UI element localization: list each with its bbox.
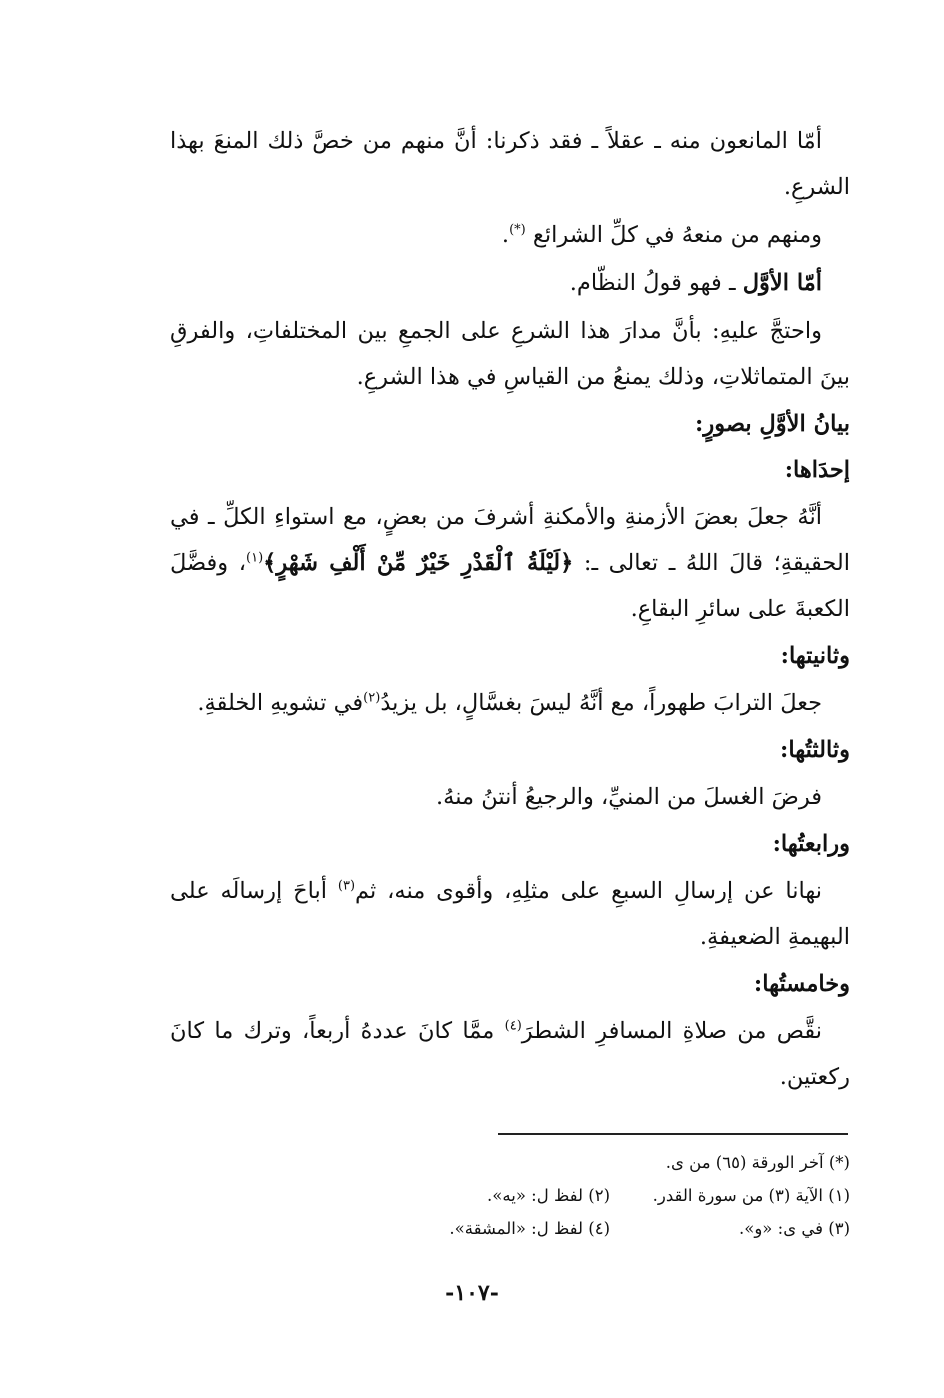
footnote-1: (١) الآية (٣) من سورة القدر. [652,1186,850,1205]
footnote-marker-star: (*) [509,222,526,238]
paragraph-6 [170,680,850,726]
paragraph-3 [170,260,850,306]
paragraph-9-text-b: ممَّا كانَ عددهُ أربعاً، وترك ما كانَ ركعتين. [170,1018,850,1090]
paragraph-8-text-b: أباحَ إرسالَه على البهيمةِ الضعيفةِ. [170,878,850,950]
footnote-marker-3: (٣) [337,878,356,894]
paragraph-4-text: واحتجَّ عليهِ: بأنَّ مدارَ هذا الشرعِ على الجمعِ بين المختلفاتِ، والفرقِ بينَ المتماثلاتِ، وذلك يمنعُ من القياسِ في هذا الشرعِ. [170,318,850,390]
paragraph-3-text: ـ فهو قولُ النظّام. [569,270,743,296]
footnote-row-1-2 [170,1179,850,1212]
page-number: -١٠٧- [445,1280,499,1306]
paragraph-2-text: ومنهم من منعهُ في كلِّ الشرائع [532,222,822,248]
heading-second-case: وثانيتها: [780,643,850,669]
paragraph-5 [170,494,850,632]
paragraph-7-text: فرضَ الغسلَ من المنيِّ، والرجيعُ أنتنُ منهُ. [435,784,822,810]
paragraph-9-text-a: نقَّص من صلاةِ المسافرِ الشطرَ [521,1018,822,1044]
heading-first-case: إحدَاها: [784,457,850,483]
heading-third-case: وثالثتُها: [780,737,850,763]
heading-fifth-case: وخامستُها: [753,971,850,997]
paragraph-6-text-a: جعلَ الترابَ طهوراً، مع أنَّهُ ليسَ بغسَّالٍ، بل يزيدُ [380,690,822,716]
footnote-marker-1: (١) [246,550,264,566]
paragraph-6-text-b: في تشويهِ الخلقةِ. [197,690,364,716]
quran-verse: ﴿لَيْلَةُ ٱلْقَدْرِ خَيْرٌ مِّنْ أَلْفِ شَهْرٍ﴾ [263,550,574,576]
paragraph-5-text-b: ، وفضَّلَ الكعبةَ على سائرِ البقاعِ. [170,550,850,622]
footnote-star: (*) آخر الورقة (٦٥) من ى. [665,1153,850,1172]
paragraph-9 [170,1008,850,1100]
paragraph-3-bold: أمّا الأوَّل [742,270,822,296]
paragraph-2 [170,212,850,258]
paragraph-5-text-a: أنَّهُ جعلَ بعضَ الأزمنةِ والأمكنةِ أشرفَ من بعضٍ، مع استواءِ الكلِّ ـ في الحقيقةِ؛ قالَ اللهُ ـ تعالى ـ: [170,504,850,576]
paragraph-1-text: أمّا المانعون منه ـ عقلاً ـ فقد ذكرنا: أنَّ منهم من خصَّ ذلك المنعَ بهذا الشرعِ. [170,128,850,200]
paragraph-8 [170,868,850,960]
paragraph-4 [170,308,850,400]
paragraph-1 [170,118,850,210]
heading-fourth-case: ورابعتُها: [772,831,850,857]
footnote-row-star [170,1146,850,1179]
paragraph-8-text-a: نهانا عن إرسالِ السبعِ على مثلِهِ، وأقوى منه، ثم [355,878,822,904]
footnote-4: (٤) لفظ ل: «المشقة». [449,1219,610,1238]
footnote-marker-2: (٢) [363,690,381,706]
footnote-2: (٢) لفظ ل: «يه». [487,1186,610,1205]
paragraph-7 [170,774,850,820]
footnote-divider [498,1133,848,1135]
footnotes [170,1146,850,1245]
document-body [170,118,850,1102]
footnote-3: (٣) في ى: «و». [738,1219,850,1238]
footnote-marker-4: (٤) [504,1018,522,1034]
paragraph-2-end: . [501,222,510,248]
section-heading-first: بيانُ الأوَّلِ بصورٍ: [695,411,850,437]
footnote-row-3-4 [170,1212,850,1245]
